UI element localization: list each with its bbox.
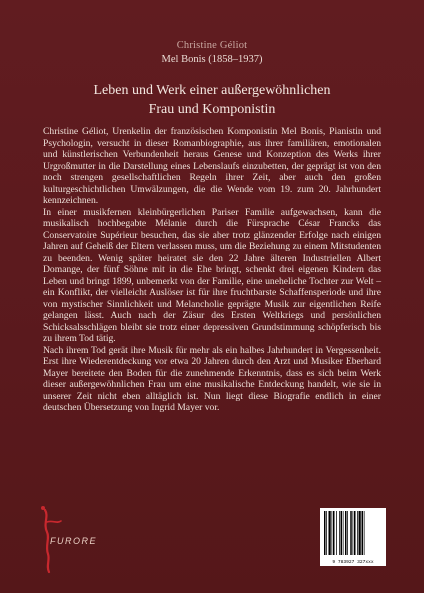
barcode-bars-icon (323, 511, 383, 555)
book-title (40, 81, 384, 119)
blurb-paragraph-1: Christine Géliot, Urenkelin der französischen Komponistin Mel Bonis, Pianistin und Psychologin, versucht in dieser Romanbiographie, aus ihrer familiären, emotionalen und künstlerischen Verbundenheit heraus Genese und Konzeption des Werks ihrer Urgroßmutter in die Darstellung eines Lebenslaufs einzubetten, der geprägt ist von den noch strengen gesellschaftlichen Regeln ihrer Zeit, aber auch den großen kulturgeschichtlichen Umwälzungen, die die Wende vom 19. zum 20. Jahrhundert kennzeichnen. (43, 126, 381, 206)
blurb-text (43, 126, 381, 414)
isbn-number: 9 783927 327xxx (332, 560, 374, 565)
publisher-name: FURORE (50, 536, 97, 546)
author-name: Christine Géliot (176, 40, 248, 51)
title-line-2: Frau und Komponistin (148, 102, 276, 117)
isbn-barcode (320, 508, 386, 566)
blurb-paragraph-3: Nach ihrem Tod gerät ihre Musik für mehr als ein halbes Jahrhundert in Vergessenheit. Erst ihre Wiederentdeckung vor etwa 20 Jahren durch den Arzt und Musiker Eberhard Mayer bereitete den Boden für die zunehmende Erkenntnis, dass es sich beim Werk dieser außergewöhnlichen Frau um eine musikalische Entdeckung handelt, wie sie in unserer Zeit nicht eben alltäglich ist. Nun liegt diese Biografie endlich in einer deutschen Übersetzung von Ingrid Mayer vor. (43, 344, 381, 413)
subject-name: Mel Bonis (1858–1937) (161, 54, 263, 65)
title-line-1: Leben und Werk einer außergewöhnlichen (93, 83, 331, 98)
blurb-paragraph-2: In einer musikfernen kleinbürgerlichen Pariser Familie aufgewachsen, kann die musikalisch hochbegabte Mélanie durch die Fürsprache César Francks das Conservatoire Supérieur besuchen, das sie aber trotz glänzender Erfolge nach einigen Jahren auf Geheiß der Eltern verlassen muss, um die Beziehung zu einem Mitstudenten zu beenden. Wenig später heiratet sie den 22 Jahre älteren Industriellen Albert Domange, der fünf Söhne mit in die Ehe bringt, schenkt drei eigenen Kindern das Leben und bringt 1899, unbemerkt von der Familie, eine uneheliche Tochter zur Welt – ein Konflikt, der vielleicht Auslöser ist für ihre fruchtbarste Schaffensperiode und ihre von mystischer Sinnlichkeit und Melancholie geprägte Musik zur eigentlichen Reife gelangen lässt. Auch nach der Zäsur des Ersten Weltkriegs und persönlichen Schicksalsschlägen bleibt sie trotz einer depressiven Grundstimmung schöpferisch bis zu ihrem Tod tätig. (43, 206, 381, 344)
